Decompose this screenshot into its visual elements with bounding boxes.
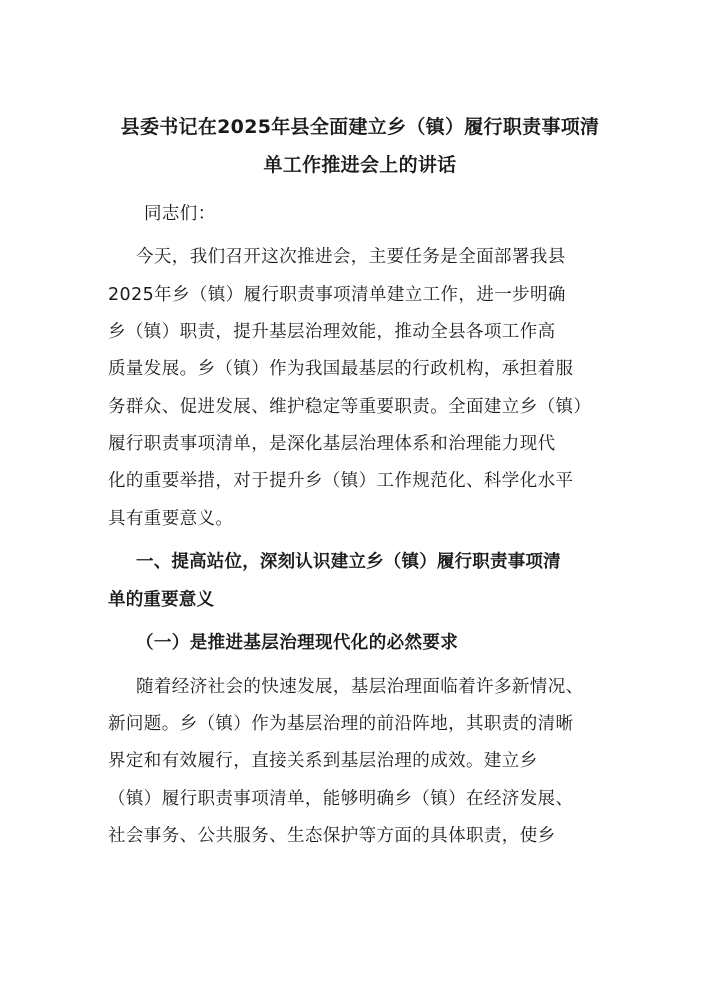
paragraph-1-line: 具有重要意义。 xyxy=(108,509,234,529)
paragraph-1-line: 2025年乡（镇）履行职责事项清单建立工作，进一步明确 xyxy=(108,285,566,305)
paragraph-1-line: 质量发展。乡（镇）作为我国最基层的行政机构，承担着服 xyxy=(108,359,574,379)
paragraph-2-line: 界定和有效履行，直接关系到基层治理的成效。建立乡 xyxy=(108,751,538,771)
paragraph-2-line: （镇）履行职责事项清单，能够明确乡（镇）在经济发展、 xyxy=(108,789,574,809)
paragraph-1-line: 化的重要举措，对于提升乡（镇）工作规范化、科学化水平 xyxy=(108,471,574,491)
paragraph-1-line: 今天，我们召开这次推进会，主要任务是全面部署我县 xyxy=(136,247,566,267)
paragraph-1-line: 乡（镇）职责，提升基层治理效能，推动全县各项工作高 xyxy=(108,322,556,342)
document-title xyxy=(100,108,620,184)
paragraph-2-line: 新问题。乡（镇）作为基层治理的前沿阵地，其职责的清晰 xyxy=(108,714,574,734)
paragraph-2-line: 社会事务、公共服务、生态保护等方面的具体职责，使乡 xyxy=(108,826,556,846)
paragraph-2-line: 随着经济社会的快速发展，基层治理面临着许多新情况、 xyxy=(136,677,584,697)
subsection-heading: （一）是推进基层治理现代化的必然要求 xyxy=(136,633,459,653)
section-heading-line: 单的重要意义 xyxy=(108,590,215,610)
paragraph-1-line: 务群众、促进发展、维护稳定等重要职责。全面建立乡（镇） xyxy=(108,397,592,417)
salutation: 同志们： xyxy=(144,204,216,224)
section-heading-line: 一、提高站位，深刻认识建立乡（镇）履行职责事项清 xyxy=(136,552,561,572)
paragraph-1-line: 履行职责事项清单，是深化基层治理体系和治理能力现代 xyxy=(108,434,556,454)
title-line-2: 单工作推进会上的讲话 xyxy=(263,154,457,176)
title-line-1: 县委书记在2025年县全面建立乡（镇）履行职责事项清 xyxy=(120,116,600,138)
